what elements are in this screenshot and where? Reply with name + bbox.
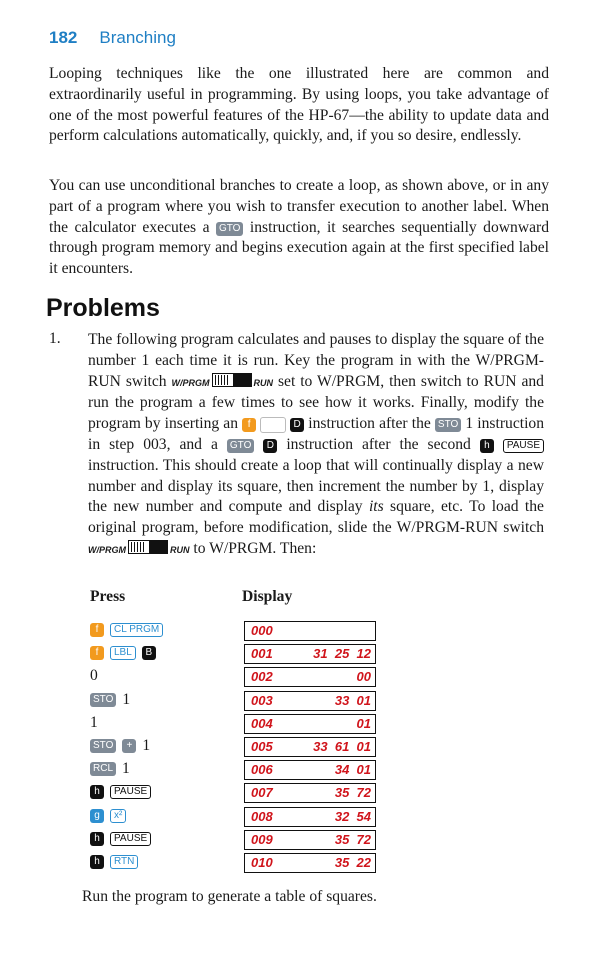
calculator-key: PAUSE (110, 785, 151, 799)
calculator-key: g (90, 809, 104, 823)
key-code: 00 (356, 669, 371, 685)
section-title: Branching (99, 28, 176, 47)
press-cell (90, 759, 130, 779)
problem-text-8: to W/PRGM. Then: (193, 539, 317, 557)
keystroke-digit: 1 (90, 713, 98, 731)
calculator-key: RTN (110, 855, 138, 869)
page-header (49, 28, 176, 48)
press-cell (90, 620, 163, 640)
step-number: 002 (251, 669, 273, 685)
key-code: 31 25 12 (313, 646, 371, 662)
problem-its: its (368, 498, 384, 516)
paragraph-unconditional-branches (49, 176, 549, 280)
switch-right-label: RUN (170, 544, 190, 555)
press-cell (90, 829, 151, 849)
press-cell (90, 806, 126, 826)
display-cell (244, 691, 376, 711)
display-cell (244, 783, 376, 803)
display-cell (244, 667, 376, 687)
display-cell (244, 644, 376, 664)
page-number: 182 (49, 28, 78, 47)
step-number: 004 (251, 715, 273, 731)
step-number: 010 (251, 855, 273, 870)
calculator-key: B (142, 646, 156, 660)
gto-key: GTO (216, 222, 243, 236)
sto-key: STO (435, 418, 461, 432)
calculator-key: h (90, 785, 104, 799)
keystroke-digit: 1 (142, 737, 151, 754)
calculator-key: LBL (110, 646, 136, 660)
problem-number: 1. (49, 330, 61, 347)
press-cell (90, 690, 130, 710)
prgm-run-switch-icon (212, 373, 252, 387)
closing-instruction: Run the program to generate a table of squares. (82, 888, 377, 905)
para2-text-before: You can use unconditional branches to create a loop, as shown above, or in any part of a program where you wish to transfer execution to another label. When the calculator executes a (49, 177, 549, 236)
step-number: 003 (251, 692, 273, 708)
key-code: 34 01 (334, 762, 371, 778)
display-column-header: Display (242, 588, 293, 605)
f-key: f (242, 418, 256, 432)
step-number: 009 (251, 831, 273, 847)
calculator-key: f (90, 623, 104, 637)
display-cell (244, 621, 376, 641)
press-cell (90, 713, 98, 733)
problem-text-3: instruction after the (308, 415, 431, 433)
display-cell (244, 737, 376, 757)
problem-text-5: instruction after the second (286, 435, 471, 453)
step-number: 005 (251, 739, 273, 754)
problem-text-4: 1 instruction in step 003, and a (88, 415, 545, 453)
lbl-key: LBL (260, 417, 286, 433)
press-column-header: Press (90, 588, 126, 605)
display-cell (244, 830, 376, 850)
key-code: 35 22 (334, 855, 371, 870)
step-number: 007 (251, 785, 273, 801)
para2-text-after: instruction, it searches sequentially downward through program memory and begins execution again at the first specified label it encounters. (49, 218, 550, 278)
switch-right-label: RUN (253, 377, 274, 388)
calculator-key: h (90, 855, 104, 869)
keystroke-digit: 1 (122, 690, 131, 708)
switch-left-label: W/PRGM (88, 544, 126, 555)
prgm-run-switch-icon (128, 540, 168, 554)
d-key: D (290, 418, 304, 432)
problem-text-6: instruction. This should create a loop that will continually display a new number and display its square, then increment the number by 1, display the new number and compute and display (88, 456, 544, 516)
key-code: 35 72 (334, 785, 371, 801)
calculator-key: + (122, 739, 136, 753)
switch-left-label: W/PRGM (171, 377, 210, 388)
calculator-key: STO (90, 693, 116, 707)
calculator-key: h (90, 832, 104, 846)
h-key: h (480, 439, 494, 453)
press-cell (90, 666, 98, 686)
problem-text-1: The following program calculates and pauses to display the square of the number 1 each time it is run. Key the program in with the W/PRGM-RUN switch (88, 331, 544, 390)
key-code: 33 01 (334, 692, 371, 708)
calculator-key: CL PRGM (110, 623, 163, 637)
step-number: 000 (251, 623, 273, 638)
display-cell (244, 853, 376, 873)
problem-text (88, 330, 544, 561)
calculator-key: PAUSE (110, 832, 151, 846)
display-cell (244, 714, 376, 734)
calculator-key: f (90, 646, 104, 660)
key-code: 32 54 (334, 808, 371, 824)
calculator-key: STO (90, 739, 116, 753)
display-cell (244, 760, 376, 780)
pause-key: PAUSE (503, 439, 544, 453)
problem-text-7: square, etc. To load the original program, before modification, slide the W/PRGM-RUN switch (88, 498, 544, 537)
keystroke-digit: 1 (122, 760, 130, 778)
key-code: 33 61 01 (313, 739, 371, 754)
step-number: 006 (251, 762, 273, 778)
press-cell (90, 852, 138, 872)
d-key: D (263, 439, 277, 453)
step-number: 001 (251, 646, 273, 662)
calculator-key: x² (110, 809, 126, 823)
keystroke-digit: 0 (90, 667, 98, 685)
press-cell (90, 643, 156, 663)
problem-text-2: set to W/PRGM, then switch to RUN and run the program a few times to see how it works. Finally, modify the program by inserting an (88, 372, 544, 433)
key-code: 01 (356, 715, 371, 731)
step-number: 008 (251, 808, 273, 824)
press-cell (90, 736, 150, 756)
paragraph-looping: Looping techniques like the one illustrated here are common and extraordinarily useful in programming. By using loops, you take advantage of one of the most powerful features of the HP-67—the ability to update data and perform calculations automatically, quickly, and, if you so desire, endlessly. (49, 65, 549, 145)
key-code: 35 72 (334, 831, 371, 847)
problems-heading: Problems (46, 294, 160, 322)
press-cell (90, 782, 151, 802)
calculator-key: RCL (90, 762, 116, 776)
gto-key: GTO (227, 439, 254, 453)
display-cell (244, 807, 376, 827)
